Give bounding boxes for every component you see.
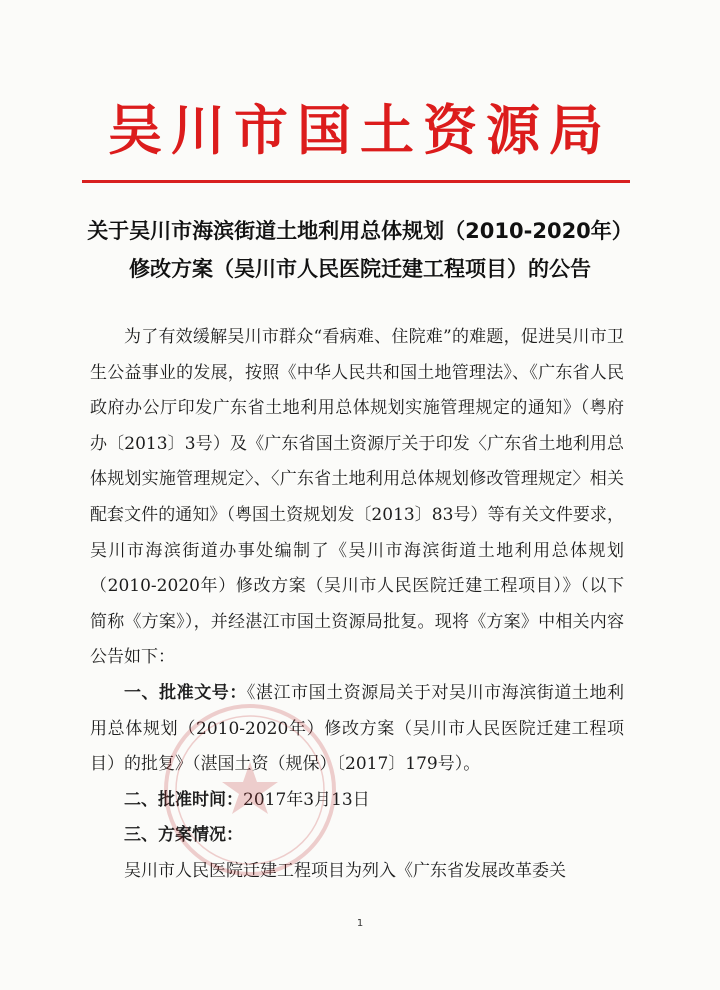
plan-status-item bbox=[90, 818, 624, 854]
page-number: 1 bbox=[356, 918, 364, 929]
announcement-body bbox=[90, 320, 624, 890]
plan-status-heading: 三、方案情况： bbox=[124, 825, 243, 846]
red-divider-line bbox=[82, 180, 630, 183]
approval-date-item bbox=[90, 783, 624, 819]
approval-date-heading: 二、批准时间： bbox=[124, 789, 243, 810]
title-line-1: 关于吴川市海滨街道土地利用总体规划（2010-2020年） bbox=[87, 219, 633, 243]
approval-number-heading: 一、批准文号： bbox=[124, 682, 247, 703]
plan-status-paragraph: 吴川市人民医院迁建工程项目为列入《广东省发展改革委关 bbox=[124, 860, 566, 881]
announcement-title bbox=[60, 212, 660, 288]
approval-number-item bbox=[90, 676, 624, 783]
intro-paragraph: 为了有效缓解吴川市群众“看病难、住院难”的难题，促进吴川市卫生公益事业的发展，按照《中华人民共和国土地管理法》、《广东省人民政府办公厅印发广东省土地利用总体规划实施管理规定的通知》（粤府办〔2013〕3号）及《广东省国土资源厅关于印发〈广东省土地利用总体规划实施管理规定〉、〈广东省土地利用总体规划修改管理规定〉相关配套文件的通知》（粤国土资规划发〔2013〕83号）等有关文件要求，吴川市海滨街道办事处编制了《吴川市海滨街道土地利用总体规划（2010-2020年）修改方案（吴川市人民医院迁建工程项目）》（以下简称《方案》），并经湛江市国土资源局批复。现将《方案》中相关内容公告如下： bbox=[90, 327, 624, 668]
approval-number-text: 《湛江市国土资源局关于对吴川市海滨街道土地利用总体规划（2010-2020年）修改方案（吴川市人民医院迁建工程项目）的批复》（湛国土资（规保）〔2017〕179号）。 bbox=[90, 682, 624, 775]
approval-date-text: 2017年3月13日 bbox=[243, 789, 370, 810]
issuing-authority-header: 吴川市国土资源局 bbox=[108, 98, 612, 162]
title-line-2: 修改方案（吴川市人民医院迁建工程项目）的公告 bbox=[129, 257, 591, 281]
